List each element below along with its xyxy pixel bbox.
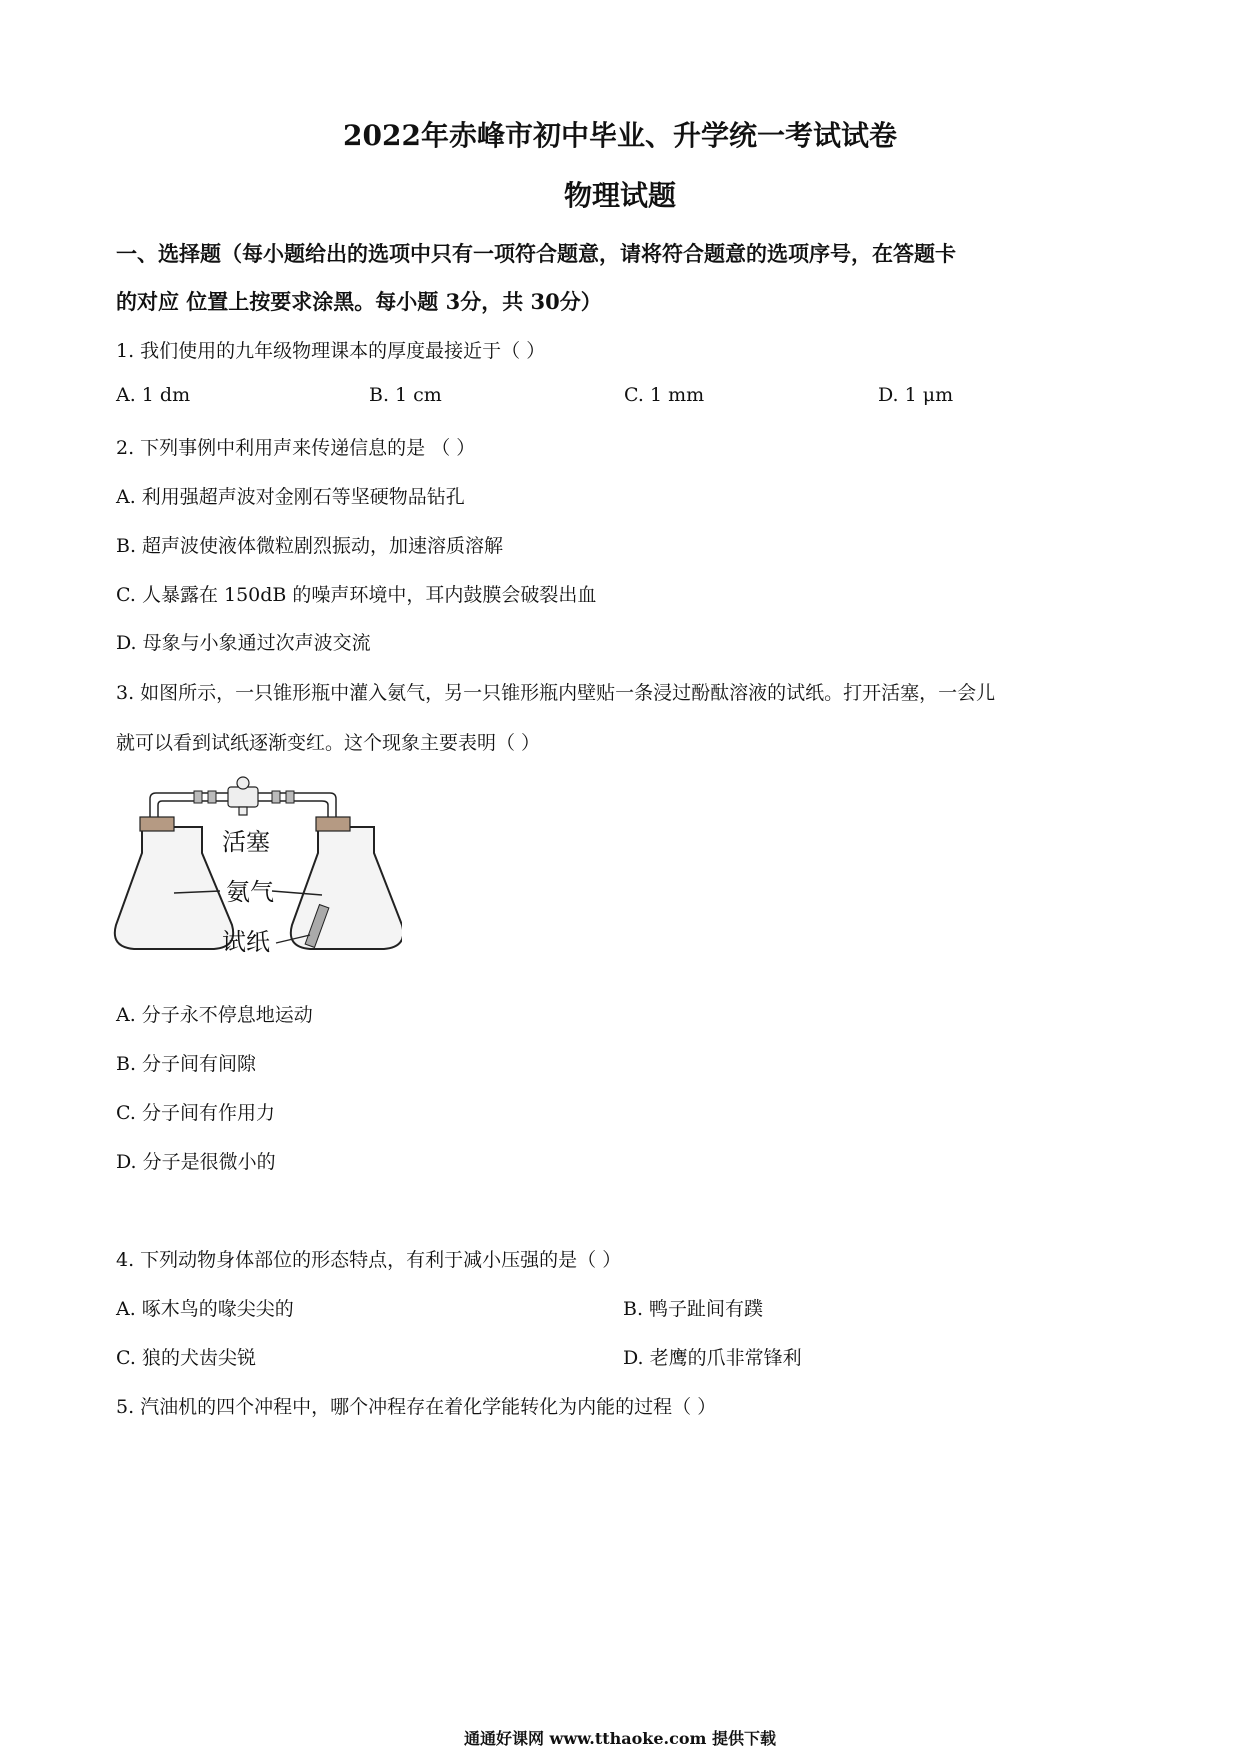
question-1-option-c: C. 1 mm [624,384,705,406]
question-2-option-a: A. 利用强超声波对金刚石等坚硬物品钻孔 [116,486,465,508]
question-4-option-d: D. 老鹰的爪非常锋利 [623,1347,802,1369]
right-flask [291,817,402,949]
question-2-stem: 2. 下列事例中利用声来传递信息的是 （ ） [116,437,476,459]
question-1-option-a: A. 1 dm [116,384,191,406]
question-1-option-d: D. 1 μm [878,384,954,406]
figure-label-valve: 活塞 [222,828,270,856]
question-3-option-a: A. 分子永不停息地运动 [116,1004,313,1026]
section-heading-line2: 的对应 位置上按要求涂黑。每小题 3分，共 30分） [116,289,602,314]
figure-label-ammonia: 氨气 [226,878,274,906]
question-3-stem-line2: 就可以看到试纸逐渐变红。这个现象主要表明（ ） [116,732,541,754]
footer-download-note: 通通好课网 www.tthaoke.com 提供下载 [463,1729,777,1748]
valve-icon [228,777,258,815]
question-2-option-d: D. 母象与小象通过次声波交流 [116,632,371,654]
flask-apparatus-figure [112,775,402,985]
page-subtitle: 物理试题 [563,179,676,212]
section-heading-line1: 一、选择题（每小题给出的选项中只有一项符合题意，请将符合题意的选项序号，在答题卡 [116,241,956,266]
left-flask [115,817,233,949]
page-title: 2022年赤峰市初中毕业、升学统一考试试卷 [343,119,897,152]
question-4-option-a: A. 啄木鸟的喙尖尖的 [116,1298,294,1320]
question-5-stem: 5. 汽油机的四个冲程中，哪个冲程存在着化学能转化为内能的过程（ ） [116,1396,717,1418]
question-4-stem: 4. 下列动物身体部位的形态特点，有利于减小压强的是（ ） [116,1249,622,1271]
question-3-option-c: C. 分子间有作用力 [116,1102,275,1124]
question-3-option-d: D. 分子是很微小的 [116,1151,276,1173]
question-2-option-b: B. 超声波使液体微粒剧烈振动，加速溶质溶解 [116,535,504,557]
question-4-option-b: B. 鸭子趾间有蹼 [623,1298,764,1320]
figure-label-paper: 试纸 [222,928,270,956]
question-3-option-b: B. 分子间有间隙 [116,1053,257,1075]
question-1-option-b: B. 1 cm [369,384,442,406]
question-4-option-c: C. 狼的犬齿尖锐 [116,1347,256,1369]
question-2-option-c: C. 人暴露在 150dB 的噪声环境中，耳内鼓膜会破裂出血 [116,584,597,606]
question-3-stem-line1: 3. 如图所示，一只锥形瓶中灌入氨气，另一只锥形瓶内壁贴一条浸过酚酞溶液的试纸。打开活塞，一会儿 [116,682,996,704]
question-1-stem: 1. 我们使用的九年级物理课本的厚度最接近于（ ） [116,340,546,362]
